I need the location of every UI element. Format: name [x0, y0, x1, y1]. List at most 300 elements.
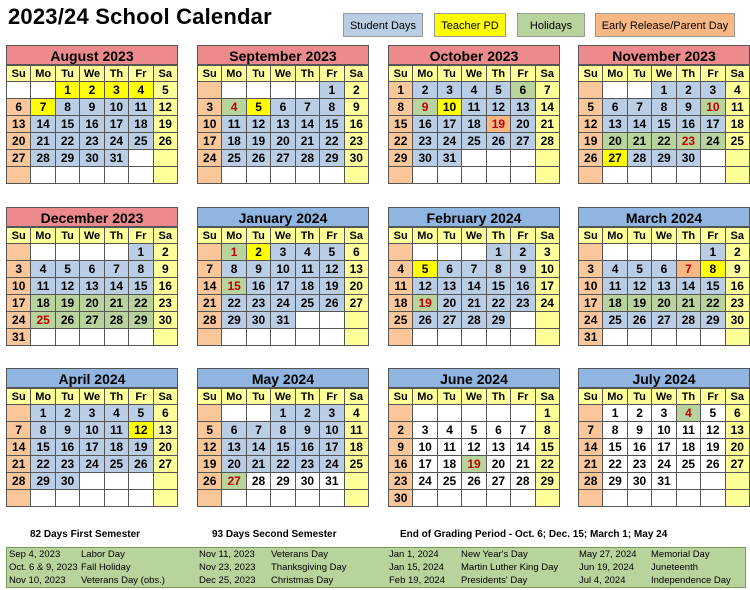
empty-cell [31, 329, 55, 346]
day-cell: 26 [129, 456, 153, 473]
day-cell: 21 [105, 295, 129, 312]
day-cell: 15 [389, 116, 413, 133]
empty-cell [271, 82, 295, 99]
day-cell: 30 [389, 490, 413, 507]
day-cell: 15 [56, 116, 80, 133]
holiday-name: Thanksgiving Day [271, 562, 347, 573]
empty-cell [320, 490, 344, 507]
month-day-grid [578, 227, 750, 346]
day-cell: 16 [154, 278, 178, 295]
day-cell: 22 [56, 133, 80, 150]
weekday-header: Tu [438, 228, 462, 244]
day-cell: 25 [677, 456, 701, 473]
empty-cell [677, 167, 701, 184]
day-cell: 4 [438, 422, 462, 439]
day-cell: 28 [296, 150, 320, 167]
day-cell: 5 [628, 261, 652, 278]
day-cell: 13 [487, 439, 511, 456]
day-cell: 22 [487, 295, 511, 312]
empty-cell [80, 167, 104, 184]
holiday-column [577, 548, 745, 587]
holiday-item [579, 574, 745, 587]
empty-cell [222, 82, 246, 99]
day-cell: 12 [701, 422, 725, 439]
weekday-header: We [652, 389, 676, 405]
weekday-header: Su [579, 389, 603, 405]
day-cell: 1 [271, 405, 295, 422]
day-cell: 29 [56, 150, 80, 167]
day-cell: 17 [652, 439, 676, 456]
empty-cell [154, 473, 178, 490]
day-cell: 23 [511, 295, 535, 312]
day-cell: 8 [129, 261, 153, 278]
day-cell: 8 [701, 261, 725, 278]
day-cell: 16 [296, 439, 320, 456]
empty-cell [462, 490, 486, 507]
day-cell: 21 [198, 295, 222, 312]
day-cell: 9 [511, 261, 535, 278]
weekday-header: Sa [536, 389, 560, 405]
month-title: May 2024 [197, 368, 369, 388]
day-cell: 12 [628, 278, 652, 295]
day-cell: 24 [579, 312, 603, 329]
holiday-item [579, 548, 745, 561]
day-cell: 24 [438, 133, 462, 150]
day-cell: 7 [511, 422, 535, 439]
day-cell: 27 [345, 295, 369, 312]
empty-cell [701, 167, 725, 184]
day-cell: 18 [438, 456, 462, 473]
weekday-header: Tu [628, 228, 652, 244]
empty-cell [296, 490, 320, 507]
empty-cell [438, 490, 462, 507]
day-cell: 21 [296, 133, 320, 150]
weekday-header: Fr [701, 228, 725, 244]
day-cell: 20 [7, 133, 31, 150]
empty-cell [105, 473, 129, 490]
day-cell: 14 [247, 439, 271, 456]
day-cell: 3 [413, 422, 437, 439]
day-cell: 5 [462, 422, 486, 439]
day-cell: 12 [56, 278, 80, 295]
day-cell: 1 [389, 82, 413, 99]
day-cell: 6 [511, 82, 535, 99]
empty-cell [345, 329, 369, 346]
weekday-header: Th [677, 389, 701, 405]
day-cell: 28 [579, 473, 603, 490]
day-cell: 14 [7, 439, 31, 456]
holiday-item [579, 561, 745, 574]
empty-cell [536, 167, 560, 184]
day-cell: 18 [389, 295, 413, 312]
day-cell: 2 [80, 82, 104, 99]
day-cell: 19 [701, 439, 725, 456]
holiday-item [9, 561, 197, 574]
weekday-header: Fr [129, 389, 153, 405]
empty-cell [7, 490, 31, 507]
day-cell: 27 [438, 312, 462, 329]
weekday-header: Tu [438, 389, 462, 405]
day-cell: 29 [536, 473, 560, 490]
day-cell: 30 [628, 473, 652, 490]
empty-cell [7, 82, 31, 99]
day-cell: 18 [345, 439, 369, 456]
day-cell: 20 [487, 456, 511, 473]
empty-cell [271, 490, 295, 507]
day-cell: 25 [222, 150, 246, 167]
day-cell: 1 [701, 244, 725, 261]
empty-cell [487, 329, 511, 346]
day-cell: 24 [80, 456, 104, 473]
month-title: March 2024 [578, 207, 750, 227]
day-cell: 3 [536, 244, 560, 261]
day-cell: 26 [413, 312, 437, 329]
day-cell: 22 [652, 133, 676, 150]
empty-cell [345, 473, 369, 490]
weekday-header: We [80, 389, 104, 405]
empty-cell [438, 244, 462, 261]
day-cell: 6 [603, 99, 627, 116]
weekday-header: We [271, 389, 295, 405]
day-cell: 10 [271, 261, 295, 278]
day-cell: 12 [198, 439, 222, 456]
day-cell: 19 [320, 278, 344, 295]
day-cell: 2 [413, 82, 437, 99]
holiday-column [197, 548, 387, 587]
empty-cell [222, 405, 246, 422]
month-july-2024 [578, 368, 750, 507]
day-cell: 11 [677, 422, 701, 439]
day-cell: 23 [628, 456, 652, 473]
day-cell: 18 [129, 116, 153, 133]
weekday-header: Sa [154, 66, 178, 82]
day-cell: 27 [652, 312, 676, 329]
day-cell: 16 [726, 278, 750, 295]
holiday-date: Jan 1, 2024 [389, 549, 439, 560]
empty-cell [462, 244, 486, 261]
day-cell: 6 [487, 422, 511, 439]
empty-cell [628, 167, 652, 184]
day-cell: 17 [80, 439, 104, 456]
day-cell: 13 [271, 116, 295, 133]
day-cell: 6 [80, 261, 104, 278]
day-cell: 15 [31, 439, 55, 456]
weekday-header: Tu [56, 228, 80, 244]
month-march-2024 [578, 207, 750, 346]
day-cell: 20 [80, 295, 104, 312]
day-cell: 9 [389, 439, 413, 456]
day-cell: 26 [579, 150, 603, 167]
day-cell: 7 [198, 261, 222, 278]
day-cell: 20 [603, 133, 627, 150]
day-cell: 19 [628, 295, 652, 312]
day-cell: 23 [247, 295, 271, 312]
day-cell: 6 [345, 244, 369, 261]
weekday-header: Th [296, 389, 320, 405]
day-cell: 11 [222, 116, 246, 133]
empty-cell [105, 490, 129, 507]
day-cell: 9 [726, 261, 750, 278]
weekday-header: Sa [726, 228, 750, 244]
day-cell: 18 [603, 295, 627, 312]
day-cell: 11 [129, 99, 153, 116]
day-cell: 27 [487, 473, 511, 490]
day-cell: 22 [271, 456, 295, 473]
day-cell: 12 [579, 116, 603, 133]
day-cell: 9 [345, 99, 369, 116]
holiday-list [6, 547, 746, 588]
empty-cell [579, 405, 603, 422]
empty-cell [462, 405, 486, 422]
day-cell: 25 [105, 456, 129, 473]
day-cell: 15 [271, 439, 295, 456]
empty-cell [129, 329, 153, 346]
empty-cell [222, 167, 246, 184]
holiday-item [9, 548, 197, 561]
day-cell: 15 [701, 278, 725, 295]
day-cell: 20 [511, 116, 535, 133]
day-cell: 22 [701, 295, 725, 312]
day-cell: 1 [652, 82, 676, 99]
day-cell: 13 [652, 278, 676, 295]
day-cell: 1 [56, 82, 80, 99]
empty-cell [198, 244, 222, 261]
empty-cell [652, 167, 676, 184]
weekday-header: Fr [511, 66, 535, 82]
weekday-header: Th [677, 228, 701, 244]
day-cell: 26 [462, 473, 486, 490]
day-cell: 13 [726, 422, 750, 439]
day-cell: 4 [726, 82, 750, 99]
day-cell: 4 [603, 261, 627, 278]
day-cell: 28 [31, 150, 55, 167]
day-cell: 24 [105, 133, 129, 150]
empty-cell [345, 167, 369, 184]
empty-cell [438, 167, 462, 184]
day-cell: 11 [726, 99, 750, 116]
weekday-header: We [80, 228, 104, 244]
day-cell: 17 [320, 439, 344, 456]
day-cell: 5 [56, 261, 80, 278]
weekday-header: Su [389, 228, 413, 244]
empty-cell [198, 167, 222, 184]
day-cell: 8 [31, 422, 55, 439]
day-cell: 17 [536, 278, 560, 295]
empty-cell [652, 329, 676, 346]
day-cell: 10 [105, 99, 129, 116]
day-cell: 6 [652, 261, 676, 278]
day-cell: 11 [296, 261, 320, 278]
day-cell: 30 [154, 312, 178, 329]
day-cell: 21 [628, 133, 652, 150]
day-cell: 23 [345, 133, 369, 150]
day-cell: 18 [222, 133, 246, 150]
weekday-header: Sa [154, 389, 178, 405]
empty-cell [603, 82, 627, 99]
day-cell: 10 [413, 439, 437, 456]
month-september-2023 [197, 45, 369, 184]
day-cell: 24 [198, 150, 222, 167]
day-cell: 2 [247, 244, 271, 261]
day-cell: 11 [31, 278, 55, 295]
day-cell: 14 [579, 439, 603, 456]
weekday-header: Th [105, 228, 129, 244]
day-cell: 27 [222, 473, 246, 490]
day-cell: 4 [389, 261, 413, 278]
empty-cell [389, 329, 413, 346]
day-cell: 3 [438, 82, 462, 99]
empty-cell [105, 329, 129, 346]
empty-cell [389, 405, 413, 422]
empty-cell [296, 82, 320, 99]
weekday-header: Fr [511, 228, 535, 244]
day-cell: 29 [222, 312, 246, 329]
day-cell: 15 [536, 439, 560, 456]
day-cell: 14 [198, 278, 222, 295]
day-cell: 1 [320, 82, 344, 99]
day-cell: 20 [154, 439, 178, 456]
empty-cell [222, 490, 246, 507]
day-cell: 20 [438, 295, 462, 312]
empty-cell [154, 490, 178, 507]
day-cell: 21 [247, 456, 271, 473]
month-title: July 2024 [578, 368, 750, 388]
day-cell: 25 [389, 312, 413, 329]
day-cell: 9 [56, 422, 80, 439]
day-cell: 13 [154, 422, 178, 439]
day-cell: 6 [438, 261, 462, 278]
empty-cell [603, 167, 627, 184]
day-cell: 26 [487, 133, 511, 150]
empty-cell [726, 490, 750, 507]
day-cell: 4 [129, 82, 153, 99]
empty-cell [677, 490, 701, 507]
weekday-header: Sa [345, 389, 369, 405]
weekday-header: Th [677, 66, 701, 82]
empty-cell [56, 490, 80, 507]
day-cell: 4 [677, 405, 701, 422]
holiday-date: Nov 23, 2023 [199, 562, 256, 573]
day-cell: 16 [628, 439, 652, 456]
day-cell: 23 [80, 133, 104, 150]
day-cell: 12 [320, 261, 344, 278]
day-cell: 19 [198, 456, 222, 473]
empty-cell [296, 312, 320, 329]
day-cell: 29 [603, 473, 627, 490]
empty-cell [389, 244, 413, 261]
day-cell: 5 [413, 261, 437, 278]
day-cell: 29 [701, 312, 725, 329]
weekday-header: Fr [129, 228, 153, 244]
day-cell: 27 [154, 456, 178, 473]
day-cell: 8 [603, 422, 627, 439]
month-april-2024 [6, 368, 178, 507]
weekday-header: Mo [222, 228, 246, 244]
month-january-2024 [197, 207, 369, 346]
day-cell: 12 [129, 422, 153, 439]
day-cell: 17 [413, 456, 437, 473]
day-cell: 1 [536, 405, 560, 422]
day-cell: 15 [320, 116, 344, 133]
day-cell: 8 [320, 99, 344, 116]
day-cell: 9 [80, 99, 104, 116]
day-cell: 7 [536, 82, 560, 99]
empty-cell [296, 167, 320, 184]
day-cell: 23 [296, 456, 320, 473]
day-cell: 6 [7, 99, 31, 116]
day-cell: 17 [701, 116, 725, 133]
month-day-grid [6, 65, 178, 184]
day-cell: 2 [628, 405, 652, 422]
weekday-header: Mo [222, 66, 246, 82]
weekday-header: We [80, 66, 104, 82]
weekday-header: Mo [413, 66, 437, 82]
day-cell: 16 [389, 456, 413, 473]
month-title: December 2023 [6, 207, 178, 227]
weekday-header: Fr [320, 66, 344, 82]
weekday-header: Sa [726, 389, 750, 405]
empty-cell [105, 244, 129, 261]
empty-cell [677, 244, 701, 261]
day-cell: 7 [628, 99, 652, 116]
day-cell: 3 [7, 261, 31, 278]
day-cell: 21 [7, 456, 31, 473]
weekday-header: We [271, 66, 295, 82]
holiday-name: Veterans Day (obs.) [81, 575, 165, 586]
empty-cell [7, 167, 31, 184]
holiday-name: Fall Holiday [81, 562, 131, 573]
empty-cell [31, 82, 55, 99]
day-cell: 21 [536, 116, 560, 133]
day-cell: 27 [726, 456, 750, 473]
grading-period-note: End of Grading Period - Oct. 6; Dec. 15; March 1; May 24 [400, 529, 668, 540]
weekday-header: Mo [222, 389, 246, 405]
holiday-name: Memorial Day [651, 549, 710, 560]
holiday-item [9, 574, 197, 587]
day-cell: 19 [462, 456, 486, 473]
day-cell: 14 [677, 278, 701, 295]
day-cell: 7 [31, 99, 55, 116]
day-cell: 29 [31, 473, 55, 490]
day-cell: 17 [7, 295, 31, 312]
day-cell: 17 [438, 116, 462, 133]
day-cell: 31 [7, 329, 31, 346]
day-cell: 7 [7, 422, 31, 439]
empty-cell [536, 490, 560, 507]
empty-cell [628, 82, 652, 99]
day-cell: 22 [389, 133, 413, 150]
second-semester-note: 93 Days Second Semester [212, 529, 337, 540]
holiday-date: Jan 15, 2024 [389, 562, 444, 573]
empty-cell [154, 329, 178, 346]
empty-cell [438, 329, 462, 346]
day-cell: 10 [438, 99, 462, 116]
legend-teacher-pd: Teacher PD [434, 13, 506, 37]
empty-cell [222, 329, 246, 346]
weekday-header: Su [579, 66, 603, 82]
empty-cell [579, 82, 603, 99]
day-cell: 24 [413, 473, 437, 490]
empty-cell [511, 405, 535, 422]
month-title: October 2023 [388, 45, 560, 65]
day-cell: 21 [511, 456, 535, 473]
day-cell: 28 [105, 312, 129, 329]
day-cell: 28 [7, 473, 31, 490]
empty-cell [247, 167, 271, 184]
weekday-header: Tu [628, 389, 652, 405]
empty-cell [198, 490, 222, 507]
day-cell: 10 [320, 422, 344, 439]
